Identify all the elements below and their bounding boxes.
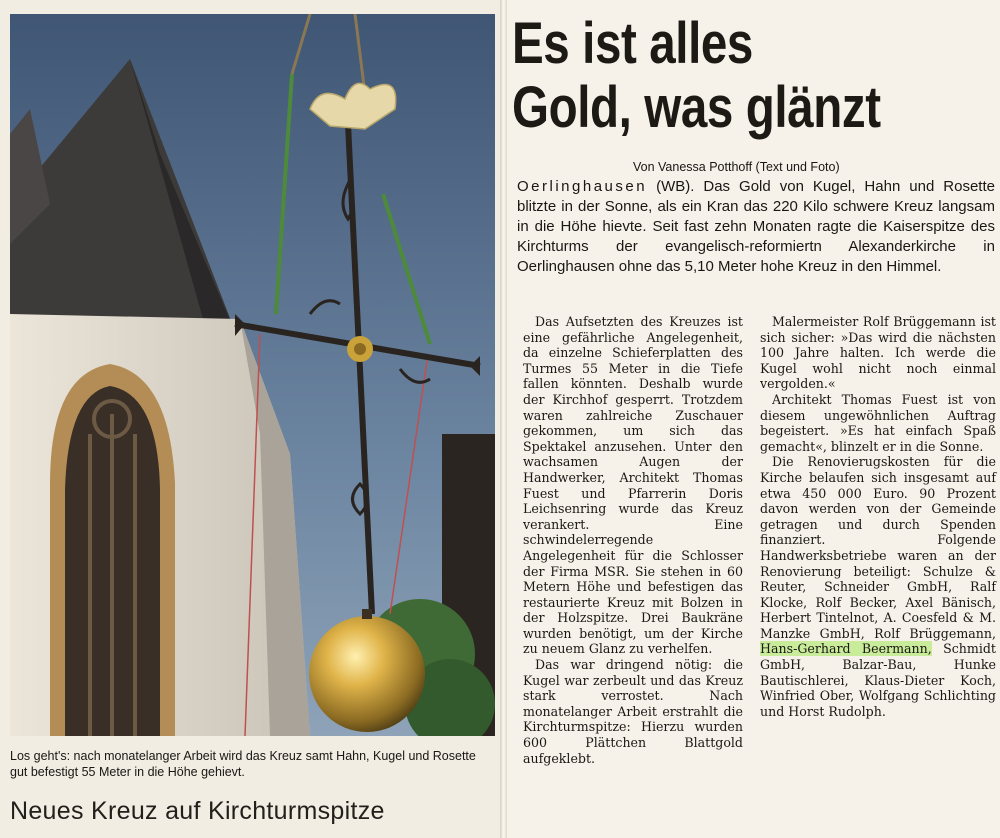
paragraph <box>760 454 996 719</box>
article-byline: Von Vanessa Potthoff (Text und Foto) <box>633 160 840 174</box>
paper-fold <box>500 0 507 838</box>
lead-text: (WB). Das Gold von Kugel, Hahn und Rosette blitzte in der Sonne, als ein Kran das 220 Kilo schwere Kreuz langsam in die Höhe hievte. Seit fast zehn Monaten ragte die Kaiserspitze des Kirchturms der evangelisch-reformiertn Alexanderkirche in Oerlinghausen ohne das 5,10 Meter hohe Kreuz in den Himmel. <box>517 178 995 275</box>
church-cross-photo <box>10 14 495 736</box>
paragraph: Malermeister Rolf Brüggemann ist sich sicher: »Das wird die nächsten 100 Jahre halten. Ich werde die Kugel wohl nicht noch einmal vergolden.« <box>760 314 996 392</box>
paragraph: Architekt Thomas Fuest ist von diesem ungewöhnlichen Auftrag begeistert. »Es hat einfach Spaß gemacht«, blinzelt er in die Sonne. <box>760 391 996 454</box>
highlighted-name: Hans-Gerhard Beermann, <box>760 641 932 657</box>
headline-line-1: Es ist alles <box>512 11 753 76</box>
church-tower-illustration <box>10 14 495 736</box>
paragraph: Das Aufsetzten des Kreuzes ist eine gefährliche Angelegenheit, da einzelne Schieferplatten des Turmes 55 Meter in die Tiefe fallen könnten. Deshalb wurde der Kirchhof gesperrt. Trotzdem waren zahlreiche Zuschauer gekommen, um sich das Spektakel anzusehen. Unter den wachsamen Augen der Handwerker, Architekt Thomas Fuest und Pfarrerin Doris Leichsenring wurde das Kreuz verankert. Eine schwindelerregende Angelegenheit für die Schlosser der Firma MSR. Sie stehen in 60 Metern Höhe und befestigen das restaurierte Kreuz mit Bolzen in der Holzspitze. Drei Baukräne wurden benötigt, um der Kirche zu neuem Glanz zu verhelfen. <box>523 314 743 657</box>
left-headline: Neues Kreuz auf Kirchturmspitze <box>10 797 385 825</box>
photo-caption: Los geht's: nach monatelanger Arbeit wird das Kreuz samt Hahn, Kugel und Rosette gut befestigt 55 Meter in die Höhe gehievt. <box>10 749 476 779</box>
dateline: Oerlinghausen <box>517 178 648 195</box>
article-column-2 <box>760 314 996 719</box>
paragraph: Das war dringend nötig: die Kugel war zerbeult und das Kreuz stark verrostet. Nach monatelanger Arbeit erstrahlt die Kirchturmspitze: Hierzu wurden 600 Plättchen Blattgold aufgeklebt. <box>523 657 743 766</box>
article-lead <box>517 177 995 277</box>
paragraph-text: Die Renovierugskosten für die Kirche belaufen sich insgesamt auf etwa 450 000 Euro. 90 Prozent davon werden von der Gemeinde getragen und durch Spenden finanziert. Folgende Handwerksbetriebe waren an der Renovierung beteiligt: Schulze & Reuter, Schneider GmbH, Ralf Klocke, Rolf Becker, Axel Bänisch, Herbert Tintelnot, A. Coesfeld & M. Manzke GmbH, Rolf Brüggemann, <box>760 454 996 641</box>
headline-line-2: Gold, was glänzt <box>512 75 881 140</box>
article-column-1 <box>523 314 743 766</box>
paragraph-text: Schmidt GmbH, Balzar-Bau, Hunke Bautischlerei, Klaus-Dieter Koch, Winfried Ober, Wolfgang Schlichting und Horst Rudolph. <box>760 641 996 719</box>
right-clipping <box>507 0 1000 838</box>
article-headline <box>512 12 910 140</box>
